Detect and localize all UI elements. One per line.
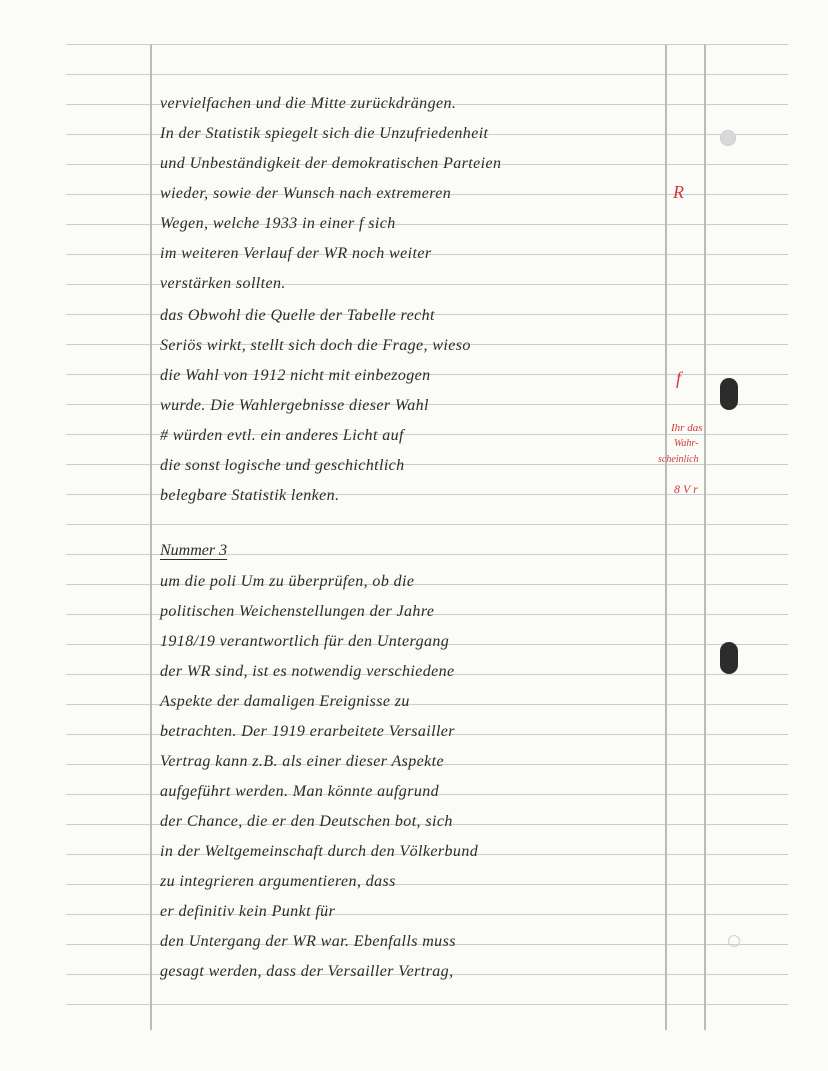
text-line-14: belegbare Statistik lenken. [160,487,340,504]
text-line-17: 1918/19 verantwortlich für den Untergang [160,633,450,650]
text-line-10: die Wahl von 1912 nicht mit einbezogen [160,367,431,384]
text-line-22: aufgeführt werden. Man könnte aufgrund [160,783,440,800]
text-line-8: das Obwohl die Quelle der Tabelle recht [160,307,435,324]
text-line-4: wieder, sowie der Wunsch nach extremeren [160,185,452,202]
text-line-15: um die poli Um zu überprüfen, ob die [160,573,415,590]
text-line-28: gesagt werden, dass der Versailler Vertrag, [160,963,454,980]
outer-margin-line [704,45,706,1030]
text-line-27: den Untergang der WR war. Ebenfalls muss [160,933,456,950]
margin-note-line-2: Wahr- [674,438,699,449]
text-line-23: der Chance, die er den Deutschen bot, sich [160,813,453,830]
punch-hole-top [720,130,736,146]
text-line-25: zu integrieren argumentieren, dass [160,873,396,890]
text-line-11: wurde. Die Wahlergebnisse dieser Wahl [160,397,429,414]
text-line-24: in der Weltgemeinschaft durch den Völkerbund [160,843,479,860]
text-line-1: vervielfachen und die Mitte zurückdrängen. [160,95,457,112]
margin-note-line-4: 8 V r [674,482,698,496]
text-line-12: # würden evtl. ein anderes Licht auf [160,427,404,444]
text-line-9: Seriös wirkt, stellt sich doch die Frage, wieso [160,337,471,354]
text-line-16: politischen Weichenstellungen der Jahre [160,603,435,620]
margin-note-line-3: scheinlich [658,454,699,465]
margin-note-line-1: Ihr das [671,422,703,434]
ruled-line [66,44,788,45]
left-margin-line [150,45,152,1030]
text-line-7: verstärken sollten. [160,275,286,292]
ruled-line [66,74,788,75]
margin-correction-f: f [676,368,682,388]
text-line-2: In der Statistik spiegelt sich die Unzufriedenheit [160,125,489,142]
punch-hole-shadow-1 [720,378,738,410]
punch-hole-shadow-2 [720,642,738,674]
right-margin-line [665,45,667,1030]
text-line-19: Aspekte der damaligen Ereignisse zu [160,693,410,710]
text-line-6: im weiteren Verlauf der WR noch weiter [160,245,432,262]
text-line-3: und Unbeständigkeit der demokratischen Parteien [160,155,502,172]
ruled-line [66,524,788,525]
text-line-21: Vertrag kann z.B. als einer dieser Aspekte [160,753,445,770]
text-line-5: Wegen, welche 1933 in einer f sich [160,215,396,232]
text-line-18: der WR sind, ist es notwendig verschiedene [160,663,455,680]
text-line-13: die sonst logische und geschichtlich [160,457,405,474]
ruled-line [66,1004,788,1005]
text-line-26: er definitiv kein Punkt für [160,903,336,920]
punch-hole-bottom [728,935,740,947]
margin-correction-r: R [673,182,684,202]
section-heading: Nummer 3 [160,542,228,559]
text-line-20: betrachten. Der 1919 erarbeitete Versailler [160,723,455,740]
